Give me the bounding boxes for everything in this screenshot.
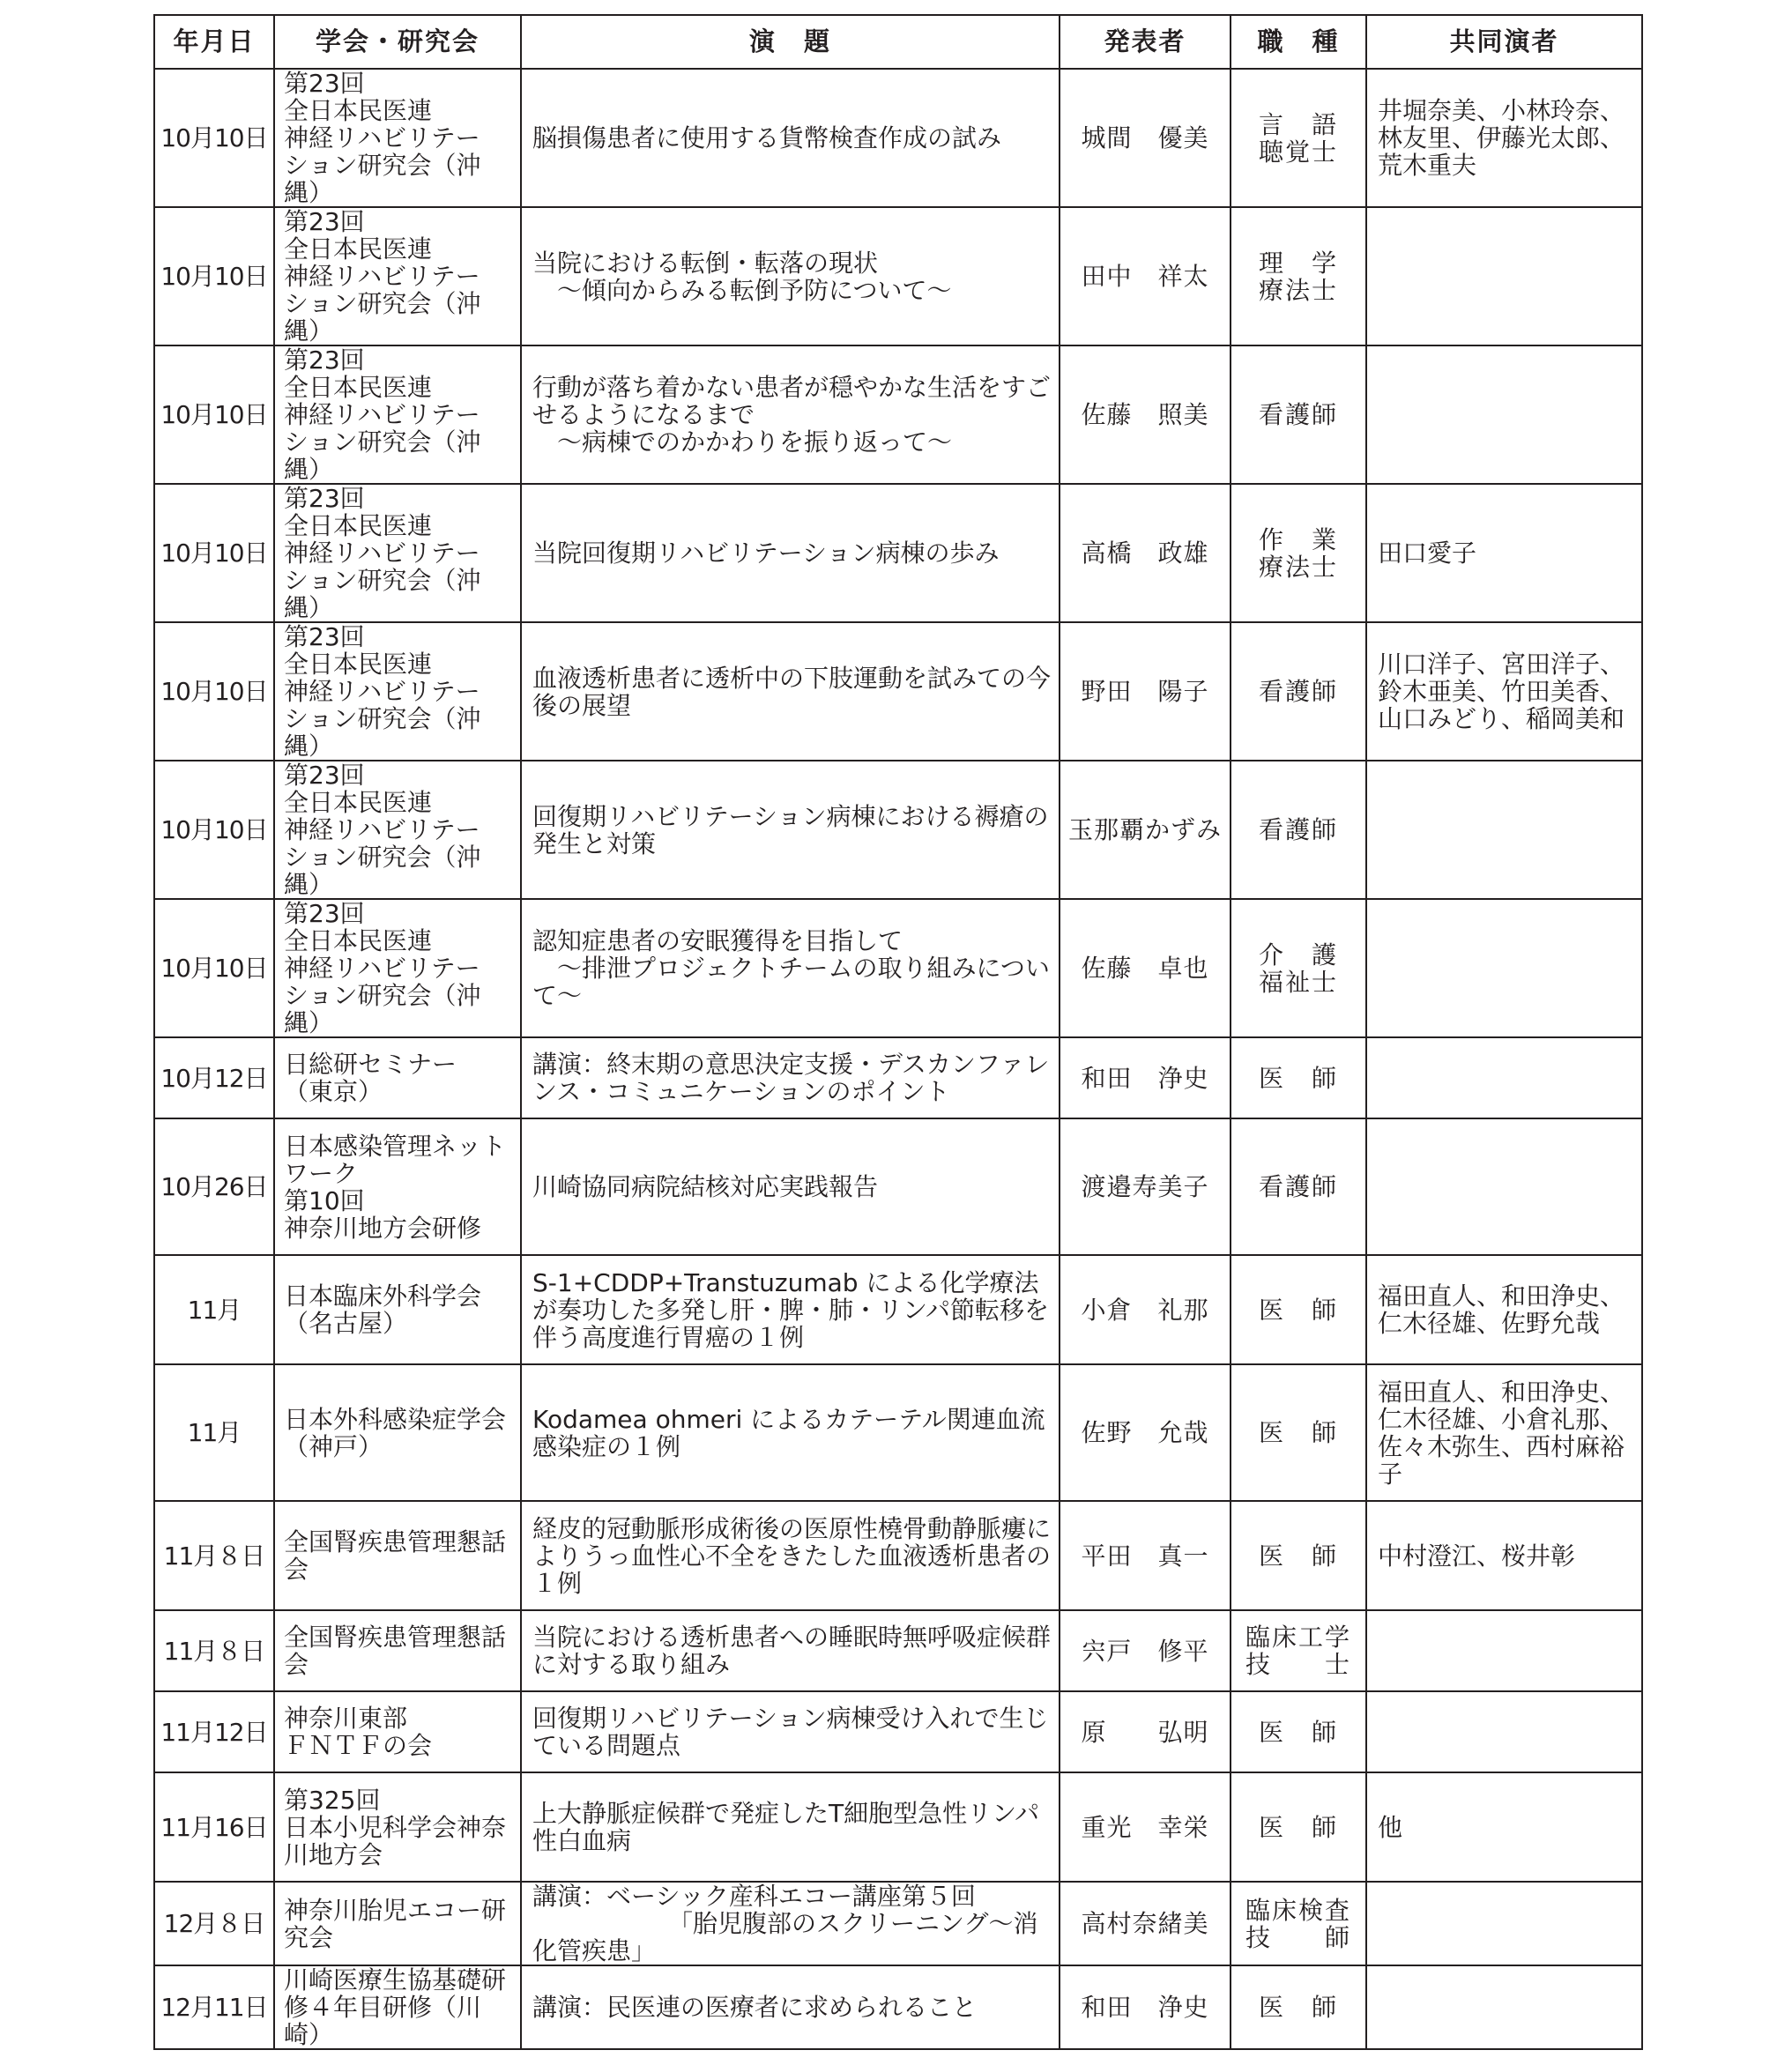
- table-row: [154, 761, 1642, 899]
- conference-line: ション研究会（沖縄）: [284, 427, 481, 484]
- cell-conference: [274, 1255, 521, 1364]
- cell-date: 11月: [154, 1255, 274, 1364]
- conference-line: ション研究会（沖縄）: [284, 981, 481, 1037]
- header-job: 職 種: [1231, 15, 1366, 69]
- conference-line: 全日本民医連: [284, 650, 433, 679]
- table-row: [154, 207, 1642, 345]
- conference-line: 全日本民医連: [284, 96, 433, 125]
- cell-conference: [274, 622, 521, 761]
- conference-line: 第23回: [284, 484, 365, 513]
- conference-line: ション研究会（沖縄）: [284, 843, 481, 899]
- cell-coauthors: [1366, 899, 1642, 1037]
- cell-conference: [274, 899, 521, 1037]
- cell-conference: [274, 761, 521, 899]
- cell-coauthors: 田口愛子: [1366, 484, 1642, 622]
- conference-line: ション研究会（沖縄）: [284, 151, 481, 207]
- cell-conference: [274, 1772, 521, 1882]
- cell-coauthors: 中村澄江、桜井彰: [1366, 1501, 1642, 1610]
- conference-line: 全国腎疾患管理懇話会: [284, 1527, 507, 1584]
- cell-conference: [274, 1610, 521, 1691]
- title-line: ～排泄プロジェクトチームの取り組みについて～: [532, 954, 1050, 1010]
- header-presenter: 発表者: [1060, 15, 1231, 69]
- cell-presenter: 重光 幸栄: [1060, 1772, 1231, 1882]
- conference-line: 全国腎疾患管理懇話会: [284, 1623, 507, 1679]
- conference-line: 第23回: [284, 622, 365, 651]
- cell-title: [521, 1882, 1060, 1965]
- conference-line: ション研究会（沖縄）: [284, 704, 481, 761]
- cell-coauthors: [1366, 1882, 1642, 1965]
- cell-presenter: 和田 浄史: [1060, 1965, 1231, 2049]
- cell-job: 臨床検査 技 師: [1231, 1882, 1366, 1965]
- cell-conference: [274, 69, 521, 207]
- cell-coauthors: [1366, 1691, 1642, 1772]
- cell-title: [521, 1610, 1060, 1691]
- cell-coauthors: [1366, 345, 1642, 484]
- conference-line: 神奈川地方会研修: [284, 1213, 482, 1243]
- title-line: 回復期リハビリテーション病棟受け入れで生じている問題点: [532, 1704, 1049, 1760]
- cell-coauthors: 他: [1366, 1772, 1642, 1882]
- cell-job: 医 師: [1231, 1037, 1366, 1118]
- conference-line: 神奈川胎児エコー研究会: [284, 1895, 507, 1952]
- cell-date: 12月８日: [154, 1882, 274, 1965]
- header-title: 演 題: [521, 15, 1060, 69]
- table-row: [154, 1037, 1642, 1118]
- conference-line: （神戸）: [284, 1431, 383, 1461]
- table-row: [154, 1882, 1642, 1965]
- cell-presenter: 佐野 允哉: [1060, 1364, 1231, 1501]
- conference-line: 神経リハビリテー: [284, 954, 480, 983]
- title-line: 経皮的冠動脈形成術後の医原性橈骨動静脈瘻によりうっ血性心不全をきたした血液透析患者の１例: [532, 1513, 1052, 1598]
- header-date: 年月日: [154, 15, 274, 69]
- title-line: 講演：ベーシック産科エコー講座第５回: [532, 1882, 976, 1911]
- table-row: [154, 622, 1642, 761]
- cell-coauthors: [1366, 207, 1642, 345]
- cell-date: 10月10日: [154, 484, 274, 622]
- title-line: ～傾向からみる転倒予防について～: [532, 275, 952, 305]
- table-row: [154, 1691, 1642, 1772]
- table-row: [154, 484, 1642, 622]
- cell-presenter: 高橋 政雄: [1060, 484, 1231, 622]
- cell-conference: [274, 1691, 521, 1772]
- cell-job: 理 学 療法士: [1231, 207, 1366, 345]
- cell-job: 医 師: [1231, 1691, 1366, 1772]
- conference-line: 日本小児科学会神奈川地方会: [284, 1812, 507, 1869]
- cell-job: 看護師: [1231, 345, 1366, 484]
- cell-date: 10月10日: [154, 345, 274, 484]
- cell-job: 臨床工学 技 士: [1231, 1610, 1366, 1691]
- cell-conference: [274, 1501, 521, 1610]
- presentation-table: [153, 14, 1643, 2050]
- cell-title: [521, 899, 1060, 1037]
- cell-conference: [274, 1882, 521, 1965]
- cell-date: 10月10日: [154, 622, 274, 761]
- cell-job: 看護師: [1231, 622, 1366, 761]
- cell-presenter: 小倉 礼那: [1060, 1255, 1231, 1364]
- cell-date: 11月８日: [154, 1610, 274, 1691]
- cell-title: [521, 761, 1060, 899]
- title-line: S-1+CDDP+Transtuzumab による化学療法が奏功した多発し肝・脾・肺・リンパ節転移を伴う高度進行胃癌の１例: [532, 1267, 1050, 1352]
- conference-line: 神経リハビリテー: [284, 815, 480, 844]
- cell-presenter: 城間 優美: [1060, 69, 1231, 207]
- cell-conference: [274, 1364, 521, 1501]
- cell-presenter: 佐藤 卓也: [1060, 899, 1231, 1037]
- conference-line: 神経リハビリテー: [284, 677, 480, 706]
- title-line: 上大静脈症候群で発症したT細胞型急性リンパ性白血病: [532, 1799, 1040, 1855]
- cell-conference: [274, 207, 521, 345]
- cell-date: 10月10日: [154, 207, 274, 345]
- cell-presenter: 佐藤 照美: [1060, 345, 1231, 484]
- conference-line: 日本外科感染症学会: [284, 1404, 507, 1434]
- cell-conference: [274, 1118, 521, 1255]
- title-line: 血液透析患者に透析中の下肢運動を試みての今後の展望: [532, 663, 1052, 720]
- cell-presenter: 平田 真一: [1060, 1501, 1231, 1610]
- cell-coauthors: [1366, 1965, 1642, 2049]
- conference-line: ション研究会（沖縄）: [284, 566, 481, 622]
- cell-presenter: 田中 祥太: [1060, 207, 1231, 345]
- table-row: [154, 1501, 1642, 1610]
- title-line: 当院における転倒・転落の現状: [532, 248, 879, 278]
- cell-conference: [274, 484, 521, 622]
- conference-line: 神経リハビリテー: [284, 123, 480, 152]
- conference-line: 全日本民医連: [284, 788, 433, 817]
- conference-line: 第10回: [284, 1185, 365, 1215]
- cell-title: [521, 622, 1060, 761]
- title-line: 「胎児腹部のスクリーニング～消化管疾患」: [532, 1909, 1038, 1965]
- title-line: Kodamea ohmeri によるカテーテル関連血流感染症の１例: [532, 1404, 1045, 1461]
- cell-title: [521, 207, 1060, 345]
- cell-title: [521, 484, 1060, 622]
- cell-job: 作 業 療法士: [1231, 484, 1366, 622]
- conference-line: 第23回: [284, 899, 365, 928]
- cell-date: 11月: [154, 1364, 274, 1501]
- cell-conference: [274, 1037, 521, 1118]
- cell-job: 医 師: [1231, 1255, 1366, 1364]
- title-line: 当院回復期リハビリテーション病棟の歩み: [532, 539, 1000, 568]
- cell-job: 医 師: [1231, 1364, 1366, 1501]
- table-row: [154, 69, 1642, 207]
- cell-title: [521, 1037, 1060, 1118]
- conference-line: 神経リハビリテー: [284, 539, 480, 568]
- cell-date: 10月10日: [154, 761, 274, 899]
- title-line: 回復期リハビリテーション病棟における褥瘡の発生と対策: [532, 801, 1049, 858]
- cell-coauthors: [1366, 761, 1642, 899]
- cell-job: 言 語 聴覚士: [1231, 69, 1366, 207]
- conference-line: ＦＮＴＦの会: [284, 1731, 433, 1760]
- cell-title: [521, 1255, 1060, 1364]
- conference-line: 全日本民医連: [284, 373, 433, 402]
- title-line: 脳損傷患者に使用する貨幣検査作成の試み: [532, 123, 1002, 152]
- conference-line: 川崎医療生協基礎研修４年目研修（川崎）: [284, 1965, 507, 2049]
- cell-title: [521, 1772, 1060, 1882]
- cell-date: 11月８日: [154, 1501, 274, 1610]
- conference-line: 全日本民医連: [284, 511, 433, 540]
- cell-job: 介 護 福祉士: [1231, 899, 1366, 1037]
- cell-date: 11月12日: [154, 1691, 274, 1772]
- cell-job: 看護師: [1231, 1118, 1366, 1255]
- cell-presenter: 渡邉寿美子: [1060, 1118, 1231, 1255]
- cell-presenter: 高村奈緒美: [1060, 1882, 1231, 1965]
- cell-coauthors: 井堀奈美、小林玲奈、林友里、伊藤光太郎、荒木重夫: [1366, 69, 1642, 207]
- cell-coauthors: [1366, 1118, 1642, 1255]
- cell-title: [521, 1965, 1060, 2049]
- cell-title: [521, 1364, 1060, 1501]
- conference-line: 神奈川東部: [284, 1704, 408, 1733]
- table-row: [154, 1965, 1642, 2049]
- conference-line: 第325回: [284, 1785, 381, 1815]
- cell-title: [521, 1691, 1060, 1772]
- table-header-row: [154, 15, 1642, 69]
- conference-line: 第23回: [284, 345, 365, 375]
- title-line: 講演：民医連の医療者に求められること: [532, 1993, 978, 2022]
- cell-presenter: 原 弘明: [1060, 1691, 1231, 1772]
- title-line: 川崎協同病院結核対応実践報告: [532, 1172, 879, 1201]
- conference-line: （東京）: [284, 1077, 383, 1106]
- cell-job: 医 師: [1231, 1772, 1366, 1882]
- conference-line: 神経リハビリテー: [284, 400, 480, 429]
- conference-line: 日総研セミナー: [284, 1050, 457, 1079]
- cell-title: [521, 1118, 1060, 1255]
- cell-coauthors: 福田直人、和田浄史、仁木径雄、小倉礼那、佐々木弥生、西村麻裕子: [1366, 1364, 1642, 1501]
- conference-line: 日本感染管理ネットワーク: [284, 1131, 507, 1188]
- cell-presenter: 野田 陽子: [1060, 622, 1231, 761]
- table-row: [154, 1118, 1642, 1255]
- title-line: 行動が落ち着かない患者が穏やかな生活をすごせるようになるまで: [532, 373, 1052, 429]
- table-body: [154, 69, 1642, 2049]
- title-line: 当院における透析患者への睡眠時無呼吸症候群に対する取り組み: [532, 1623, 1052, 1679]
- cell-job: 医 師: [1231, 1501, 1366, 1610]
- conference-line: 第23回: [284, 207, 365, 236]
- title-line: ～病棟でのかかわりを振り返って～: [532, 427, 953, 457]
- cell-presenter: 宍戸 修平: [1060, 1610, 1231, 1691]
- cell-job: 看護師: [1231, 761, 1366, 899]
- cell-conference: [274, 1965, 521, 2049]
- cell-date: 10月10日: [154, 899, 274, 1037]
- table-row: [154, 345, 1642, 484]
- cell-conference: [274, 345, 521, 484]
- table-row: [154, 1610, 1642, 1691]
- conference-line: 第23回: [284, 761, 365, 790]
- cell-job: 医 師: [1231, 1965, 1366, 2049]
- cell-date: 10月12日: [154, 1037, 274, 1118]
- conference-line: ション研究会（沖縄）: [284, 289, 481, 345]
- conference-line: （名古屋）: [284, 1309, 408, 1338]
- table-row: [154, 1364, 1642, 1501]
- cell-coauthors: [1366, 1037, 1642, 1118]
- cell-date: 10月10日: [154, 69, 274, 207]
- cell-coauthors: 福田直人、和田浄史、仁木径雄、佐野允哉: [1366, 1255, 1642, 1364]
- cell-title: [521, 345, 1060, 484]
- cell-coauthors: 川口洋子、宮田洋子、鈴木亜美、竹田美香、山口みどり、稲岡美和: [1366, 622, 1642, 761]
- header-conference: 学会・研究会: [274, 15, 521, 69]
- cell-date: 12月11日: [154, 1965, 274, 2049]
- cell-title: [521, 69, 1060, 207]
- header-coauthors: 共同演者: [1366, 15, 1642, 69]
- title-line: 講演：終末期の意思決定支援・デスカンファレンス・コミュニケーションのポイント: [532, 1050, 1050, 1106]
- conference-line: 全日本民医連: [284, 926, 433, 955]
- conference-line: 神経リハビリテー: [284, 262, 480, 291]
- cell-presenter: 和田 浄史: [1060, 1037, 1231, 1118]
- conference-line: 第23回: [284, 69, 365, 98]
- cell-title: [521, 1501, 1060, 1610]
- table-row: [154, 1255, 1642, 1364]
- cell-date: 10月26日: [154, 1118, 274, 1255]
- cell-coauthors: [1366, 1610, 1642, 1691]
- cell-presenter: 玉那覇かずみ: [1060, 761, 1231, 899]
- table-row: [154, 1772, 1642, 1882]
- title-line: 認知症患者の安眠獲得を目指して: [532, 926, 903, 955]
- conference-line: 日本臨床外科学会: [284, 1281, 482, 1311]
- table-row: [154, 899, 1642, 1037]
- cell-date: 11月16日: [154, 1772, 274, 1882]
- conference-line: 全日本民医連: [284, 234, 433, 264]
